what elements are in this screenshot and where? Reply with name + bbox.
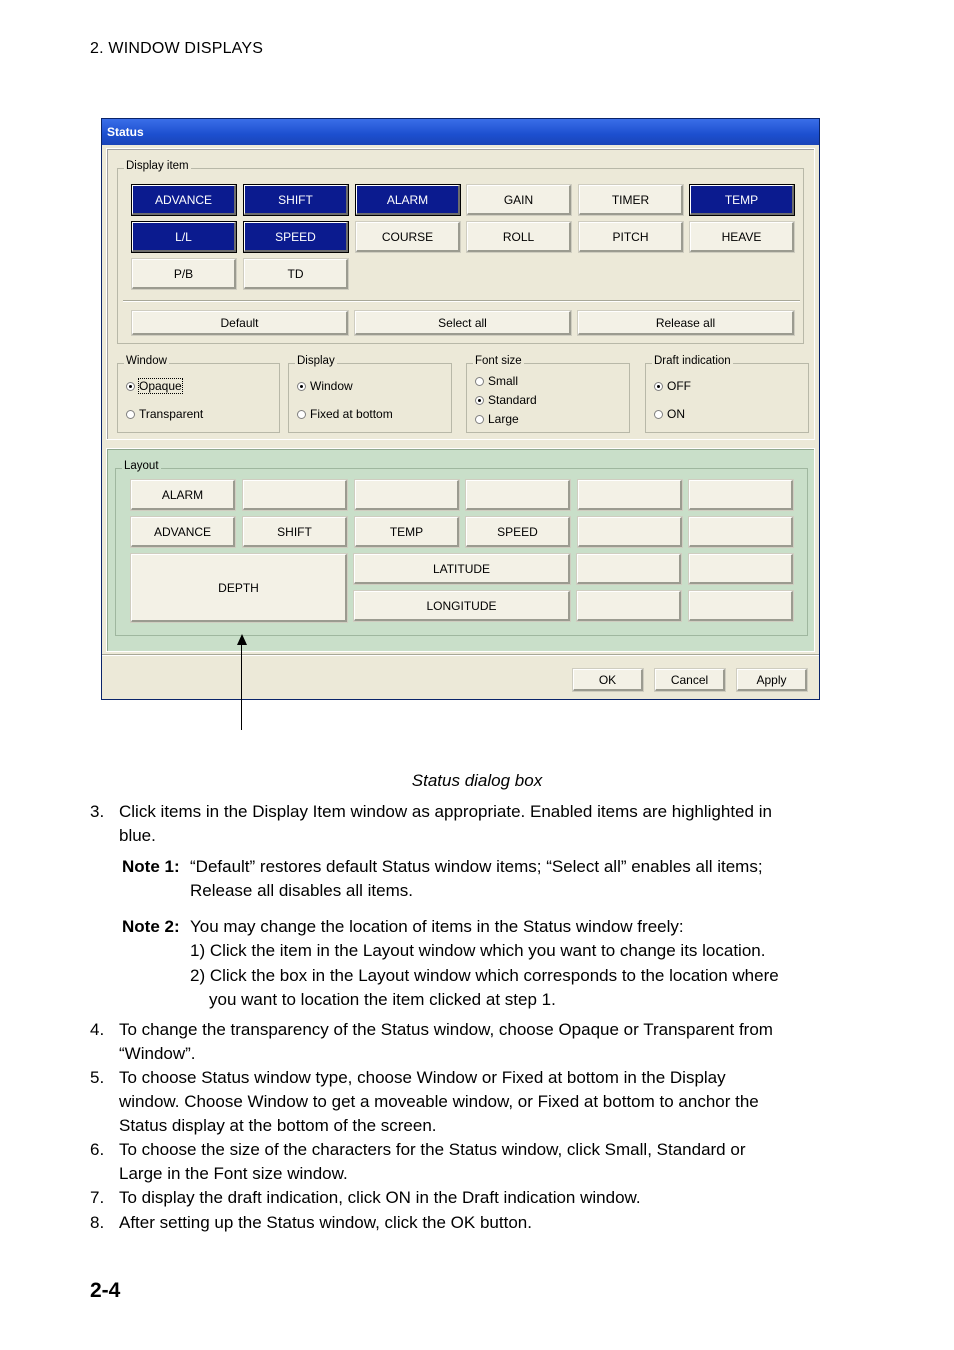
layout-cell-shift[interactable]: SHIFT [243, 517, 347, 547]
note-1-line: “Default” restores default Status window items; “Select all” enables all items; [190, 857, 763, 876]
window-legend: Window [126, 355, 167, 367]
radio-large-indicator [475, 415, 484, 424]
font-size-group [466, 355, 630, 433]
radio-opaque[interactable] [126, 379, 182, 393]
display-item-separator [123, 300, 800, 302]
note-2-label: Note 2: [122, 917, 180, 936]
radio-opaque-indicator [126, 382, 135, 391]
draft-indication-group [645, 355, 809, 433]
layout-cell-speed[interactable]: SPEED [466, 517, 570, 547]
callout-line [241, 642, 242, 730]
layout-cell-empty[interactable] [243, 480, 347, 510]
layout-cell-empty[interactable] [689, 554, 793, 584]
note-1-line: Release all disables all items. [190, 881, 413, 900]
radio-draft-off[interactable] [654, 379, 691, 393]
step-7-line: To display the draft indication, click ON in the Draft indication window. [119, 1188, 641, 1207]
radio-opaque-label: Opaque [139, 379, 182, 393]
display-item-p-b[interactable]: P/B [132, 259, 236, 289]
step-4-line: “Window”. [119, 1044, 196, 1063]
step-5-number: 5. [90, 1068, 105, 1087]
radio-draft-off-indicator [654, 382, 663, 391]
radio-window-label: Window [310, 379, 353, 393]
settings-panel [106, 148, 815, 440]
display-item-l-l[interactable]: L/L [132, 222, 236, 252]
layout-cell-empty[interactable] [689, 517, 793, 547]
layout-cell-advance[interactable]: ADVANCE [131, 517, 235, 547]
radio-small[interactable] [475, 374, 518, 388]
radio-draft-on-indicator [654, 410, 663, 419]
step-5-line: window. Choose Window to get a moveable window, or Fixed at bottom to anchor the [119, 1092, 759, 1111]
step-6-number: 6. [90, 1140, 105, 1159]
step-7-number: 7. [90, 1188, 105, 1207]
radio-small-indicator [475, 377, 484, 386]
radio-large[interactable] [475, 412, 519, 426]
note-2-line: you want to location the item clicked at step 1. [209, 990, 556, 1009]
display-item-shift[interactable]: SHIFT [244, 185, 348, 215]
layout-panel [106, 448, 815, 652]
window-group [117, 355, 280, 433]
note-2-line: 1) Click the item in the Layout window which you want to change its location. [190, 941, 766, 960]
step-3-line: Click items in the Display Item window as appropriate. Enabled items are highlighted in [119, 802, 772, 821]
radio-transparent[interactable] [126, 407, 203, 421]
radio-draft-on[interactable] [654, 407, 685, 421]
display-item-gain[interactable]: GAIN [467, 185, 571, 215]
note-1-label: Note 1: [122, 857, 180, 876]
display-item-course[interactable]: COURSE [356, 222, 460, 252]
radio-transparent-indicator [126, 410, 135, 419]
status-dialog [101, 118, 820, 700]
section-header: 2. WINDOW DISPLAYS [90, 40, 264, 57]
radio-window-indicator [297, 382, 306, 391]
radio-standard-indicator [475, 396, 484, 405]
radio-small-label: Small [488, 374, 519, 388]
layout-cell-empty[interactable] [466, 480, 570, 510]
layout-cell-latitude[interactable]: LATITUDE [354, 554, 570, 584]
font-size-legend: Font size [475, 355, 522, 367]
radio-fixed-bottom[interactable] [297, 407, 393, 421]
figure-caption: Status dialog box [411, 771, 543, 790]
step-5-line: To choose Status window type, choose Window or Fixed at bottom in the Display [119, 1068, 726, 1087]
layout-legend: Layout [124, 460, 159, 472]
layout-cell-longitude[interactable]: LONGITUDE [354, 591, 570, 621]
display-legend: Display [297, 355, 335, 367]
step-6-line: Large in the Font size window. [119, 1164, 348, 1183]
step-4-line: To change the transparency of the Status window, choose Opaque or Transparent from [119, 1020, 773, 1039]
dialog-titlebar[interactable]: Status [102, 119, 819, 145]
cancel-button[interactable]: Cancel [655, 669, 725, 691]
display-item-td[interactable]: TD [244, 259, 348, 289]
display-group [288, 355, 452, 433]
layout-cell-empty[interactable] [689, 591, 793, 621]
display-item-roll[interactable]: ROLL [467, 222, 571, 252]
layout-cell-alarm[interactable]: ALARM [131, 480, 235, 510]
step-5-line: Status display at the bottom of the screen. [119, 1116, 437, 1135]
select-all-button[interactable]: Select all [355, 311, 571, 335]
arrow-up-icon [237, 634, 247, 645]
display-item-speed[interactable]: SPEED [244, 222, 348, 252]
default-button[interactable]: Default [132, 311, 348, 335]
layout-cell-temp[interactable]: TEMP [355, 517, 459, 547]
page-number: 2-4 [90, 1279, 121, 1302]
step-3-number: 3. [90, 802, 105, 821]
display-item-advance[interactable]: ADVANCE [132, 185, 236, 215]
radio-fixed-bottom-indicator [297, 410, 306, 419]
display-item-heave[interactable]: HEAVE [690, 222, 794, 252]
layout-cell-empty[interactable] [578, 517, 682, 547]
ok-button[interactable]: OK [573, 669, 643, 691]
apply-button[interactable]: Apply [737, 669, 807, 691]
display-item-legend: Display item [126, 160, 189, 172]
step-4-number: 4. [90, 1020, 105, 1039]
layout-cell-empty[interactable] [577, 554, 681, 584]
release-all-button[interactable]: Release all [578, 311, 794, 335]
display-item-temp[interactable]: TEMP [690, 185, 794, 215]
display-item-timer[interactable]: TIMER [579, 185, 683, 215]
layout-cell-depth[interactable]: DEPTH [131, 554, 347, 622]
footer-separator [102, 654, 819, 656]
radio-window[interactable] [297, 379, 353, 393]
layout-cell-empty[interactable] [577, 591, 681, 621]
display-item-pitch[interactable]: PITCH [579, 222, 683, 252]
step-3-line: blue. [119, 826, 156, 845]
radio-fixed-bottom-label: Fixed at bottom [310, 407, 393, 421]
layout-cell-empty[interactable] [689, 480, 793, 510]
step-8-line: After setting up the Status window, click the OK button. [119, 1213, 532, 1232]
layout-cell-empty[interactable] [355, 480, 459, 510]
step-8-number: 8. [90, 1213, 105, 1232]
draft-indication-legend: Draft indication [654, 355, 731, 367]
note-2-line: You may change the location of items in the Status window freely: [190, 917, 684, 936]
layout-cell-empty[interactable] [578, 480, 682, 510]
radio-standard[interactable] [475, 393, 537, 407]
radio-standard-label: Standard [488, 393, 537, 407]
radio-transparent-label: Transparent [139, 407, 204, 421]
radio-draft-on-label: ON [667, 407, 685, 421]
radio-large-label: Large [488, 412, 519, 426]
display-item-alarm[interactable]: ALARM [356, 185, 460, 215]
radio-draft-off-label: OFF [667, 379, 691, 393]
note-2-line: 2) Click the box in the Layout window which corresponds to the location where [190, 966, 779, 985]
step-6-line: To choose the size of the characters for the Status window, click Small, Standard or [119, 1140, 746, 1159]
